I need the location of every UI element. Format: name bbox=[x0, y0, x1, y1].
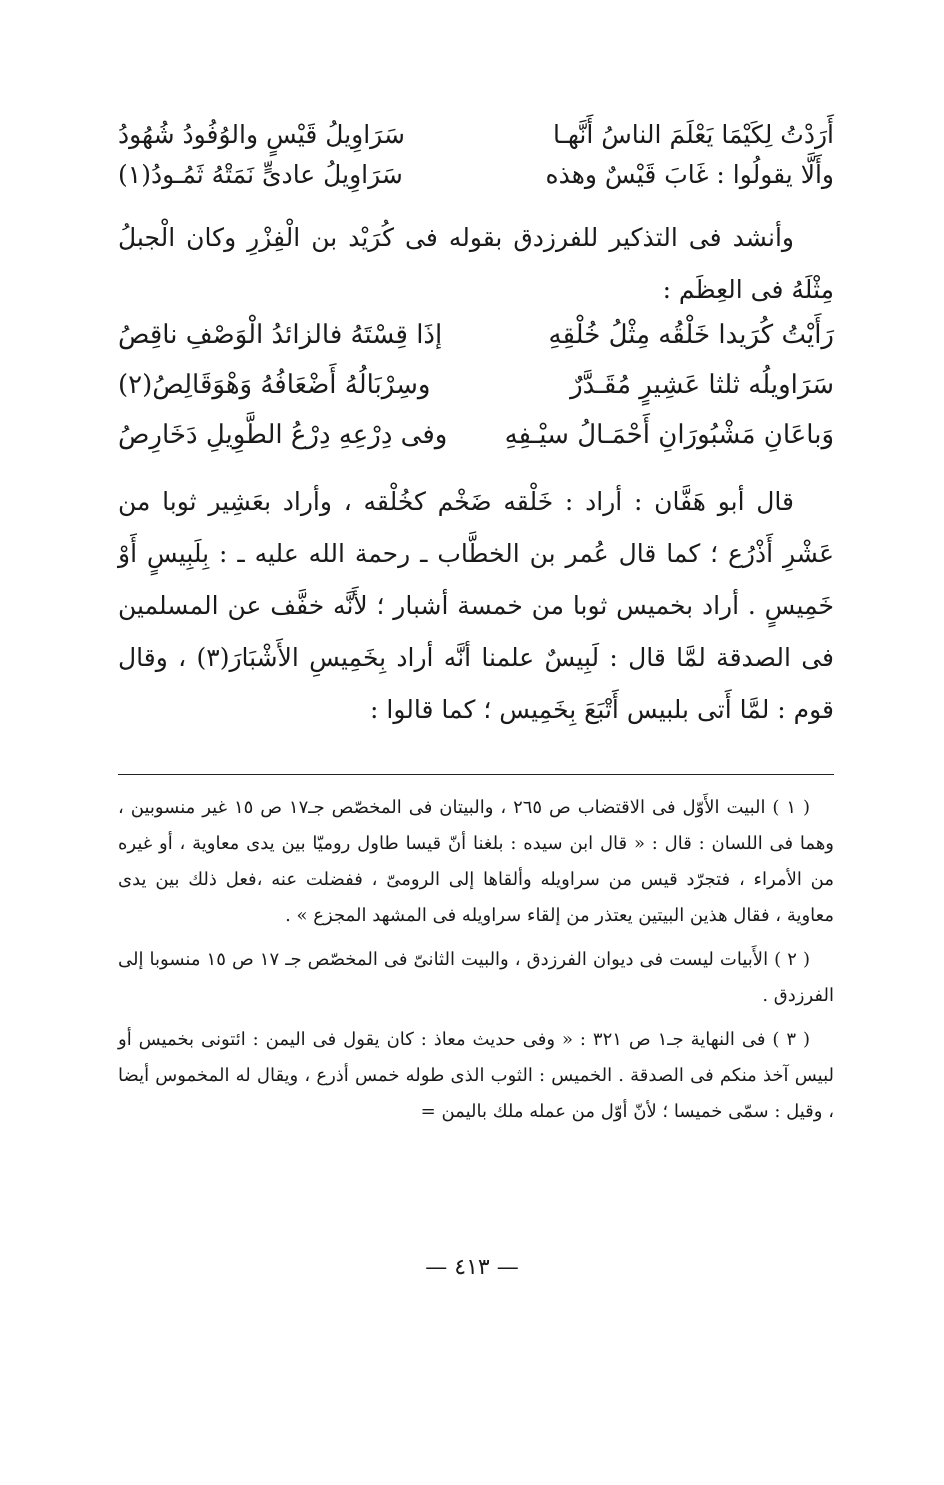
paragraph-intro: وأنشد فى التذكير للفرزدق بقوله فى كُرَيْد بن الْفِزْرِ وكان الْجبلُ مِثْلَهُ فى العِظَم : bbox=[118, 223, 834, 304]
page-number: — ٤١٣ — bbox=[425, 1255, 519, 1280]
verse-line bbox=[118, 120, 834, 160]
verse-first-hemistich: رَأَيْتُ كُرَيدا خَلْقُه مِثْلُ خُلْقِهِ bbox=[548, 320, 834, 350]
footnote-1: ( ١ ) البيت الأَوّل فى الاقتضاب ص ٢٦٥ ، والبيتان فى المخصّص جـ١٧ ص ١٥ غير منسوبين ، وهما فى اللسان : قال : « قال ابن سيده : بلغنا أنّ قيسا طاول روميّا بين يدى معاوية ، أو غيره من الأمراء ، فتجرّد قيس من سراويله وألقاها إلى الرومىّ ، ففضلت عنه ،فعل ذلك بين يدى معاوية ، فقال هذين البيتين يعتذر من إلقاء سراويله فى المشهد المجزع » . bbox=[118, 797, 834, 926]
footnote-divider bbox=[118, 774, 834, 775]
verse-block-2 bbox=[118, 320, 834, 470]
verse-line bbox=[118, 160, 834, 200]
verse-second-hemistich: وسِرْبَالُهُ أَضْعَافُهُ وَهْوَقَالِصُ(٢) bbox=[118, 370, 431, 400]
page-body bbox=[118, 120, 834, 736]
footnote-3: ( ٣ ) فى النهاية جـ١ ص ٣٢١ : « وفى حديث معاذ : كان يقول فى اليمن : ائتونى بخميس أو لبيس آخذ منكم فى الصدقة . الخميس : الثوب الذى طوله خمس أذرع ، ويقال له المخموس أيضا ، وقيل : سمّى خميسا ؛ لأنّ أوّل من عمله ملك باليمن = bbox=[118, 1029, 834, 1122]
verse-second-hemistich: سَرَاوِيلُ قَيْسٍ والوُفُودُ شُهُودُ bbox=[118, 120, 405, 149]
verse-line bbox=[118, 420, 834, 470]
verse-block-1 bbox=[118, 120, 834, 200]
verse-line bbox=[118, 320, 834, 370]
verse-first-hemistich: سَرَاويلُه ثلثا عَشِيرٍ مُقَـدَّرٌ bbox=[570, 370, 834, 400]
verse-second-hemistich: إذَا قِسْتَهُ فالزائدُ الْوَصْفِ ناقِصُ bbox=[118, 320, 443, 350]
footnotes bbox=[118, 790, 834, 1138]
verse-first-hemistich: وأَلَّا يقولُوا : غَابَ قَيْسٌ وهذه bbox=[545, 160, 834, 189]
verse-second-hemistich: سَرَاوِيلُ عادىٍّ نَمَتْهُ ثَمُـودُ(١) bbox=[118, 160, 403, 189]
verse-first-hemistich: وَباعَانِ مَشْبُورَانِ أَحْمَـالُ سيْـفِهِ bbox=[504, 420, 834, 450]
paragraph-commentary: قال أبو هَفَّان : أراد : خَلْقه ضَخْم كخُلْقه ، وأراد بعَشِير ثوبا من عَشْرِ أَذْرُع ؛ كما قال عُمر بن الخطَّاب ـ رحمة الله عليه ـ : بِلَبِيسٍ أَوْ خَمِيسٍ . أراد بخميس ثوبا من خمسة أشبار ؛ لأَنَّه خفَّف عن المسلمين فى الصدقة لمَّا قال : لَبِيسٌ علمنا أنَّه أراد بِخَمِيسِ الأَشْبَارَ(٣) ، وقال قوم : لمَّا أَتى بلبيس أَتْبَعَ بِخَمِيس ؛ كما قالوا : bbox=[118, 487, 834, 724]
verse-line bbox=[118, 370, 834, 420]
footnote-2: ( ٢ ) الأَبيات ليست فى ديوان الفرزدق ، والبيت الثانىّ فى المخصّص جـ ١٧ ص ١٥ منسوبا إلى الفرزدق . bbox=[118, 949, 834, 1006]
verse-first-hemistich: أَرَدْتُ لِكَيْمَا يَعْلَمَ الناسُ أَنَّهـا bbox=[552, 120, 834, 149]
verse-second-hemistich: وفى دِرْعِهِ دِرْعُ الطَّوِيلِ دَخَارِصُ bbox=[118, 420, 448, 450]
